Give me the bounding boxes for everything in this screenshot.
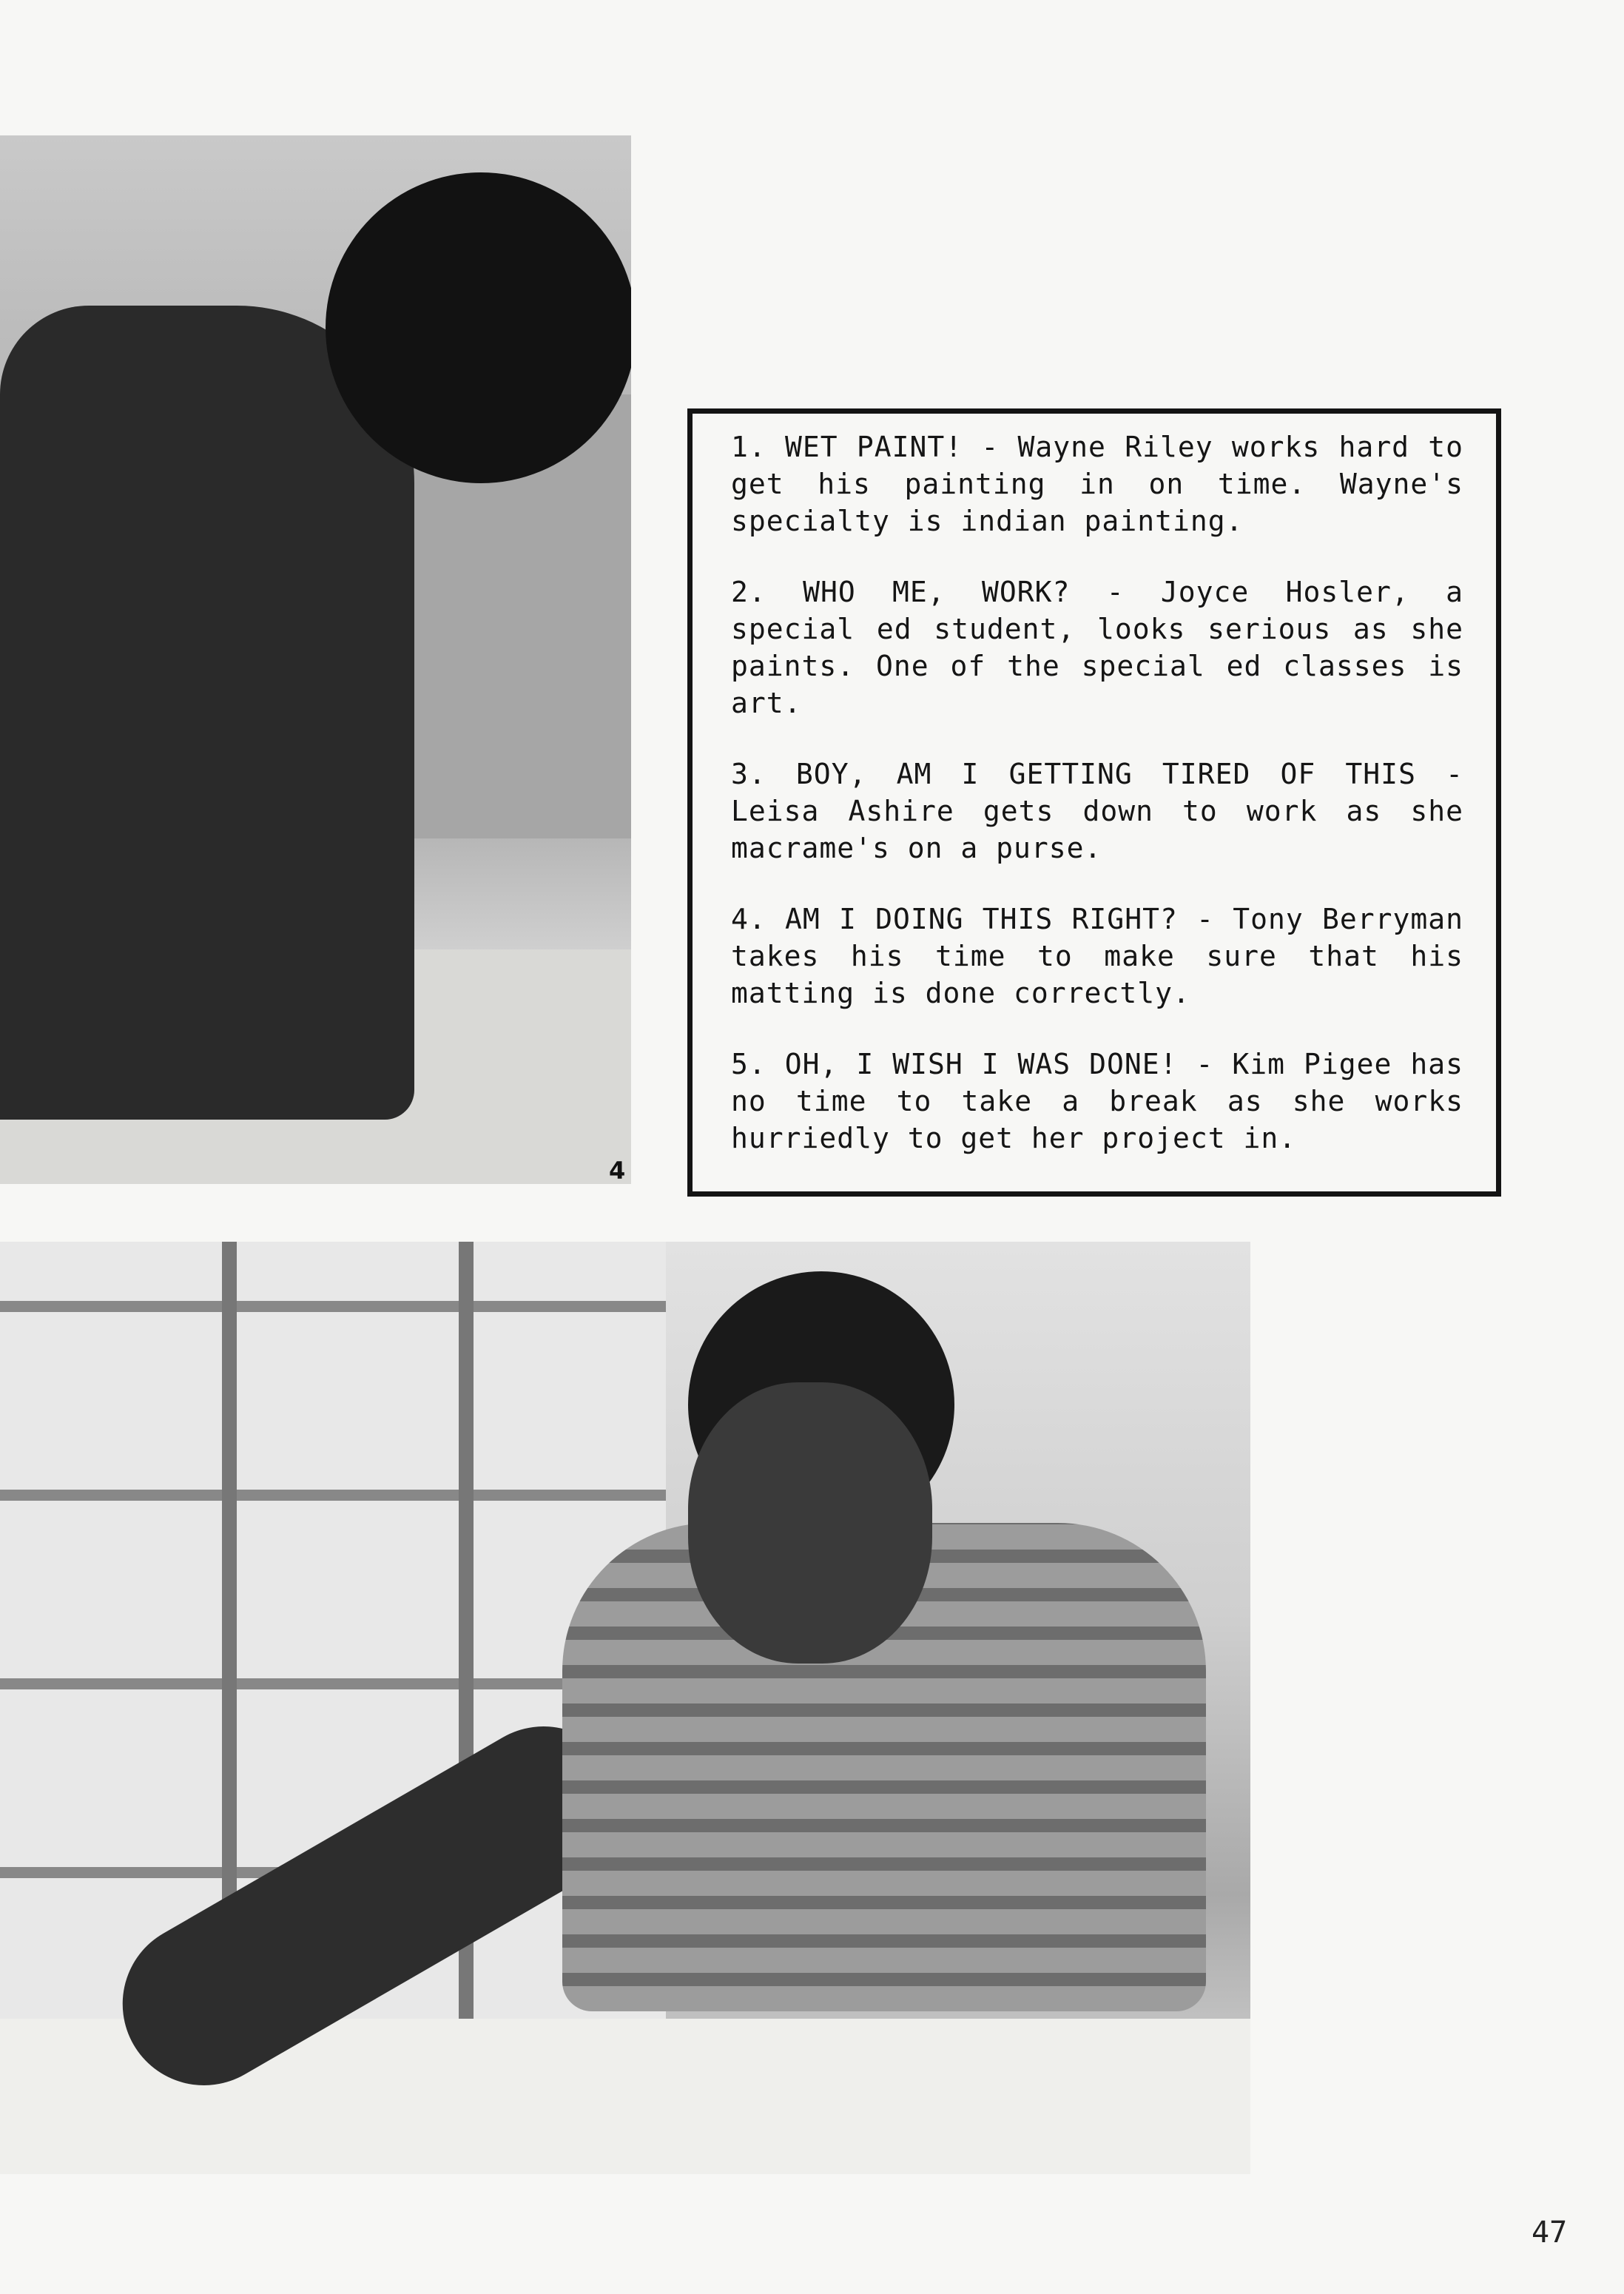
caption-box: [687, 408, 1501, 1197]
photo-student-leaning-over-table: [0, 135, 631, 1184]
caption-4: 4. AM I DOING THIS RIGHT? - Tony Berryman takes his time to make sure that his matting is done correctly.: [731, 903, 1463, 1009]
photo-number-label: 4: [609, 1157, 626, 1185]
photo-student-face: [688, 1382, 932, 1664]
caption-2: 2. WHO ME, WORK? - Joyce Hosler, a special ed student, looks serious as she paints. One of the special ed classes is art.: [731, 576, 1463, 719]
caption-5: 5. OH, I WISH I WAS DONE! - Kim Pigee has no time to take a break as she works hurriedly to get her project in.: [731, 1048, 1463, 1154]
photo-student-jacket: [0, 306, 414, 1120]
photo-student-hair: [326, 172, 631, 483]
caption-3: 3. BOY, AM I GETTING TIRED OF THIS - Leisa Ashire gets down to work as she macrame's on a purse.: [731, 758, 1463, 864]
caption-1: 1. WET PAINT! - Wayne Riley works hard to get his painting in on time. Wayne's specialty is indian painting.: [731, 431, 1463, 537]
page-number: 47: [1532, 2216, 1568, 2250]
photo-student-drawing-at-desk: [0, 1242, 1250, 2174]
